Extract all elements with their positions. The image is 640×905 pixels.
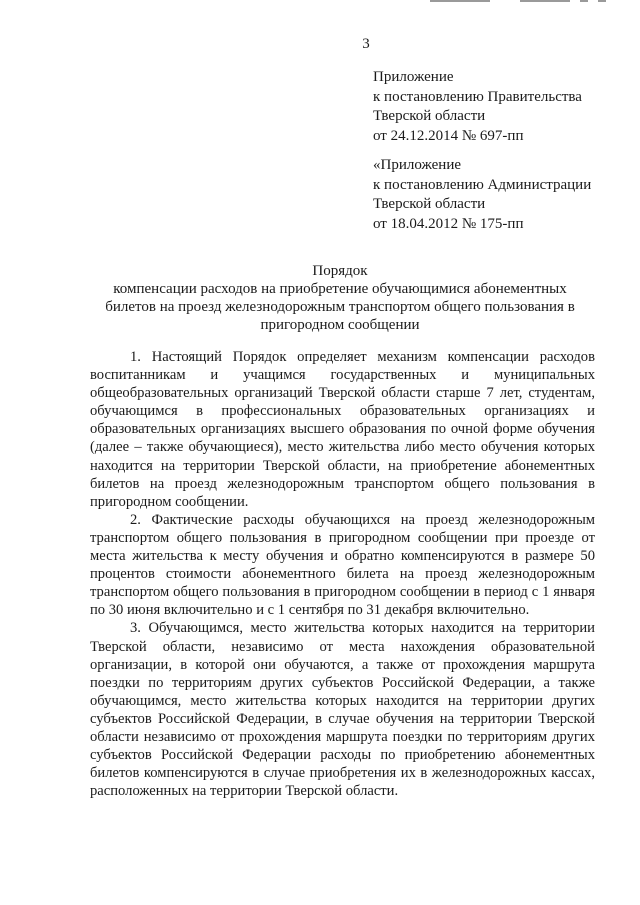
appendix-current-line3: Тверской области [373,108,486,124]
title-line3: билетов на проезд железнодорожным транспортом общего пользования в [105,299,575,315]
paragraph-1: 1. Настоящий Порядок определяет механизм компенсации расходов воспитанникам и учащимся государственных и муниципальных общеобразовательных организаций Тверской области старше 7 лет, студентам, обучающимся в профессиональных образовательных организациях и образовательных организациях высшего образования по очной форме обучения (далее – также обучающиеся), место жительства либо место обучения которых находится на территории Тверской области, на приобретение абонементных билетов на проезд железнодорожным транспортом общего пользования в пригородном сообщении. [90,349,595,510]
appendix-original-block [373,156,591,234]
title-line2: компенсации расходов на приобретение обучающимися абонементных [113,281,567,297]
document-body [90,348,595,800]
appendix-current-block [373,68,582,146]
title-line1: Порядок [312,263,368,279]
appendix-current-line1: Приложение [373,69,454,85]
paragraph-3: 3. Обучающимся, место жительства которых находится на территории Тверской области, независимо от места нахождения образовательной организации, в которой они обучаются, а также от прохождения маршрута поездки по территориям других субъектов Российской Федерации, а также обучающимся, место жительства которых находится на территории других субъектов Российской Федерации, в случае обучения на территории Тверской области независимо от прохождения маршрута поездки по территориям других субъектов Российской Федерации расходы по приобретению абонементных билетов компенсируются в случае приобретения их в железнодорожных кассах, расположенных на территории Тверской области. [90,620,595,800]
scan-header-marks [420,0,640,4]
title-line4: пригородном сообщении [260,317,420,333]
appendix-original-line1: «Приложение [373,157,462,173]
appendix-original-line3: Тверской области [373,196,486,212]
page-number: 3 [362,36,370,52]
appendix-current-line4: от 24.12.2014 № 697-пп [373,127,524,144]
appendix-original-line2: к постановлению Администрации [373,176,592,193]
paragraph-2: 2. Фактические расходы обучающихся на проезд железнодорожным транспортом общего пользования в пригородном сообщении при проезде от места жительства к месту обучения и обратно компенсируются в размере 50 процентов стоимости абонементного билета на проезд железнодорожным транспортом общего пользования в пригородном сообщении в период с 1 января по 30 июня включительно и с 1 сентября по 31 декабря включительно. [90,511,595,619]
document-title [90,262,590,334]
appendix-current-line2: к постановлению Правительства [373,88,582,105]
appendix-original-line4: от 18.04.2012 № 175-пп [373,215,524,232]
